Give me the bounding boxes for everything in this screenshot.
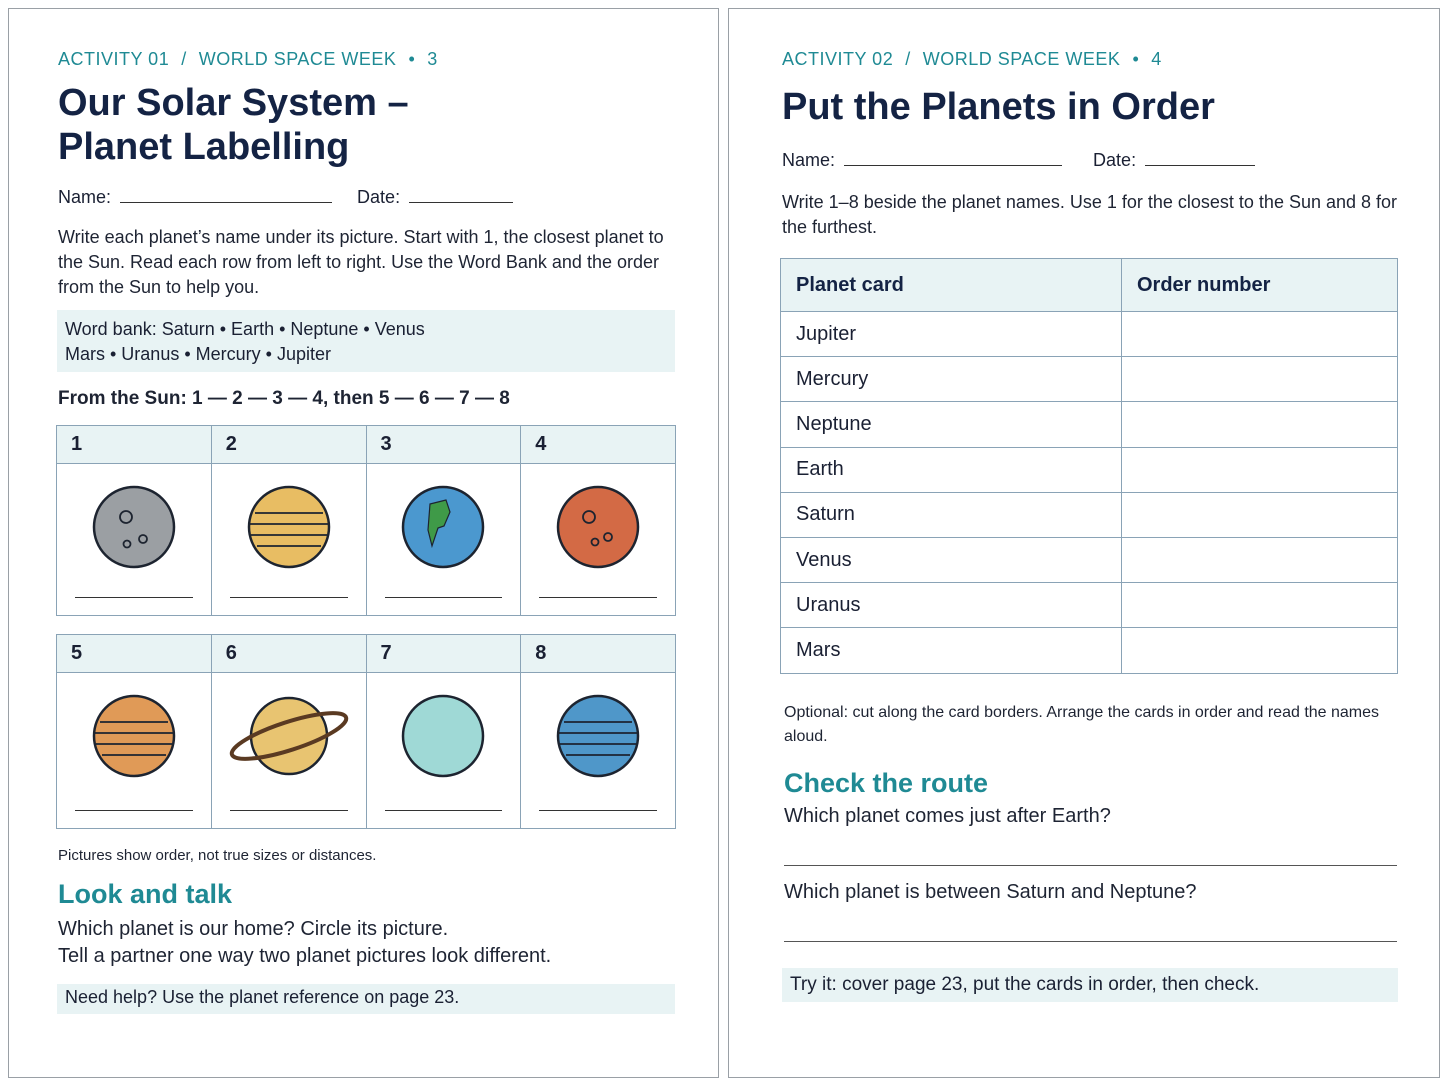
- red-cratered-planet-icon: [553, 482, 643, 572]
- name-label: Name:: [58, 187, 112, 207]
- instructions-text: Write each planet’s name under its picture. Start with 1, the closest planet to the Sun. Read each row from left to right. Use the Word Bank and the order from the Sun to help you.: [58, 227, 664, 297]
- order-number-cell[interactable]: [1122, 402, 1398, 447]
- name-date-row: [782, 148, 1255, 171]
- order-number-cell[interactable]: [1122, 357, 1398, 402]
- cell-number: 3: [367, 426, 521, 464]
- planet-name-cell: Mars: [781, 628, 1122, 673]
- table-row: [781, 447, 1398, 492]
- event-label: WORLD SPACE WEEK: [922, 49, 1121, 69]
- question-2: Which planet is between Saturn and Neptune?: [784, 881, 1197, 903]
- header-separator: /: [905, 49, 911, 69]
- planet-cell-2: [212, 426, 367, 615]
- date-write-line[interactable]: [409, 185, 513, 203]
- order-number-cell[interactable]: [1122, 583, 1398, 628]
- page-title: [58, 81, 409, 169]
- order-number-cell[interactable]: [1122, 312, 1398, 357]
- cell-number: 2: [212, 426, 366, 464]
- cell-number: 7: [367, 635, 521, 673]
- word-bank-line-1: Word bank: Saturn • Earth • Neptune • Venus: [65, 319, 425, 339]
- try-it-box: Try it: cover page 23, put the cards in order, then check.: [782, 968, 1398, 1002]
- answer-write-line[interactable]: [75, 810, 193, 811]
- name-label: Name:: [782, 150, 836, 170]
- date-label: Date:: [1093, 150, 1137, 170]
- answer-line-1[interactable]: [784, 865, 1397, 866]
- grey-cratered-planet-icon: [89, 482, 179, 572]
- ringed-planet-icon: [224, 691, 354, 781]
- page-title: Put the Planets in Order: [782, 86, 1215, 128]
- cell-number: 1: [57, 426, 211, 464]
- planet-cell-5: [57, 635, 212, 828]
- cell-number: 5: [57, 635, 211, 673]
- section-title-check-the-route: Check the route: [784, 768, 989, 798]
- planet-cell-1: [57, 426, 212, 615]
- order-number-cell[interactable]: [1122, 537, 1398, 582]
- planet-cell-7: [367, 635, 522, 828]
- planet-name-cell: Mercury: [781, 357, 1122, 402]
- scale-note: Pictures show order, not true sizes or distances.: [58, 847, 377, 864]
- order-number-cell[interactable]: [1122, 628, 1398, 673]
- date-label: Date:: [357, 187, 401, 207]
- planet-name-cell: Jupiter: [781, 312, 1122, 357]
- planet-grid-row-2: [56, 634, 676, 829]
- cell-number: 4: [521, 426, 675, 464]
- page-header: [58, 49, 438, 70]
- answer-write-line[interactable]: [539, 810, 657, 811]
- header-separator: /: [181, 49, 187, 69]
- table-header-row: [781, 259, 1398, 312]
- worksheet-page-activity-01: [8, 8, 719, 1078]
- planet-name-cell: Earth: [781, 447, 1122, 492]
- order-sequence: From the Sun: 1 — 2 — 3 — 4, then 5 — 6 — 7 — 8: [58, 388, 510, 409]
- planet-cell-8: [521, 635, 675, 828]
- answer-write-line[interactable]: [385, 597, 503, 598]
- cell-number: 6: [212, 635, 366, 673]
- planet-cell-4: [521, 426, 675, 615]
- activity-label: ACTIVITY 01: [58, 49, 170, 69]
- answer-line-2[interactable]: [784, 941, 1397, 942]
- blue-green-planet-icon: [398, 482, 488, 572]
- name-write-line[interactable]: [844, 148, 1062, 166]
- answer-write-line[interactable]: [230, 810, 348, 811]
- planet-grid-row-1: [56, 425, 676, 616]
- talk-prompts: [58, 916, 551, 970]
- question-1: Which planet comes just after Earth?: [784, 805, 1111, 827]
- word-bank-line-2: Mars • Uranus • Mercury • Jupiter: [65, 344, 331, 364]
- order-number-cell[interactable]: [1122, 492, 1398, 537]
- table-row: [781, 492, 1398, 537]
- header-bullet: •: [1132, 49, 1140, 69]
- event-label: WORLD SPACE WEEK: [198, 49, 397, 69]
- yellow-banded-planet-icon: [244, 482, 334, 572]
- answer-write-line[interactable]: [230, 597, 348, 598]
- planet-name-cell: Uranus: [781, 583, 1122, 628]
- column-header-planet-card: Planet card: [781, 259, 1122, 312]
- answer-write-line[interactable]: [385, 810, 503, 811]
- table-row: [781, 537, 1398, 582]
- planet-cell-6: [212, 635, 367, 828]
- name-date-row: [58, 185, 513, 208]
- table-row: [781, 628, 1398, 673]
- table-row: [781, 312, 1398, 357]
- header-bullet: •: [408, 49, 416, 69]
- pale-cyan-planet-icon: [398, 691, 488, 781]
- word-bank-box: [57, 310, 675, 372]
- instructions-text: Write 1–8 beside the planet names. Use 1 for the closest to the Sun and 8 for the furthest.: [782, 192, 1398, 237]
- page-number: 4: [1151, 49, 1162, 69]
- talk-prompt-2: Tell a partner one way two planet pictures look different.: [58, 945, 552, 967]
- activity-label: ACTIVITY 02: [782, 49, 894, 69]
- talk-prompt-1: Which planet is our home? Circle its picture.: [58, 918, 449, 940]
- order-number-cell[interactable]: [1122, 447, 1398, 492]
- table-row: [781, 583, 1398, 628]
- page-header: [782, 49, 1162, 70]
- orange-banded-planet-icon: [89, 691, 179, 781]
- blue-banded-planet-icon: [553, 691, 643, 781]
- optional-note: Optional: cut along the card borders. Arrange the cards in order and read the names aloud.: [784, 704, 1380, 745]
- title-line-2: Planet Labelling: [58, 126, 350, 168]
- planet-cell-3: [367, 426, 522, 615]
- table-row: [781, 357, 1398, 402]
- date-write-line[interactable]: [1145, 148, 1255, 166]
- planet-order-table: [780, 258, 1398, 674]
- section-title-look-and-talk: Look and talk: [58, 879, 233, 909]
- planet-name-cell: Venus: [781, 537, 1122, 582]
- worksheet-page-activity-02: [728, 8, 1440, 1078]
- cell-number: 8: [521, 635, 675, 673]
- name-write-line[interactable]: [120, 185, 332, 203]
- title-line-1: Our Solar System –: [58, 82, 409, 124]
- column-header-order-number: Order number: [1122, 259, 1398, 312]
- table-row: [781, 402, 1398, 447]
- answer-write-line[interactable]: [75, 597, 193, 598]
- help-box: Need help? Use the planet reference on page 23.: [57, 984, 675, 1014]
- planet-name-cell: Saturn: [781, 492, 1122, 537]
- page-number: 3: [427, 49, 438, 69]
- planet-name-cell: Neptune: [781, 402, 1122, 447]
- answer-write-line[interactable]: [539, 597, 657, 598]
